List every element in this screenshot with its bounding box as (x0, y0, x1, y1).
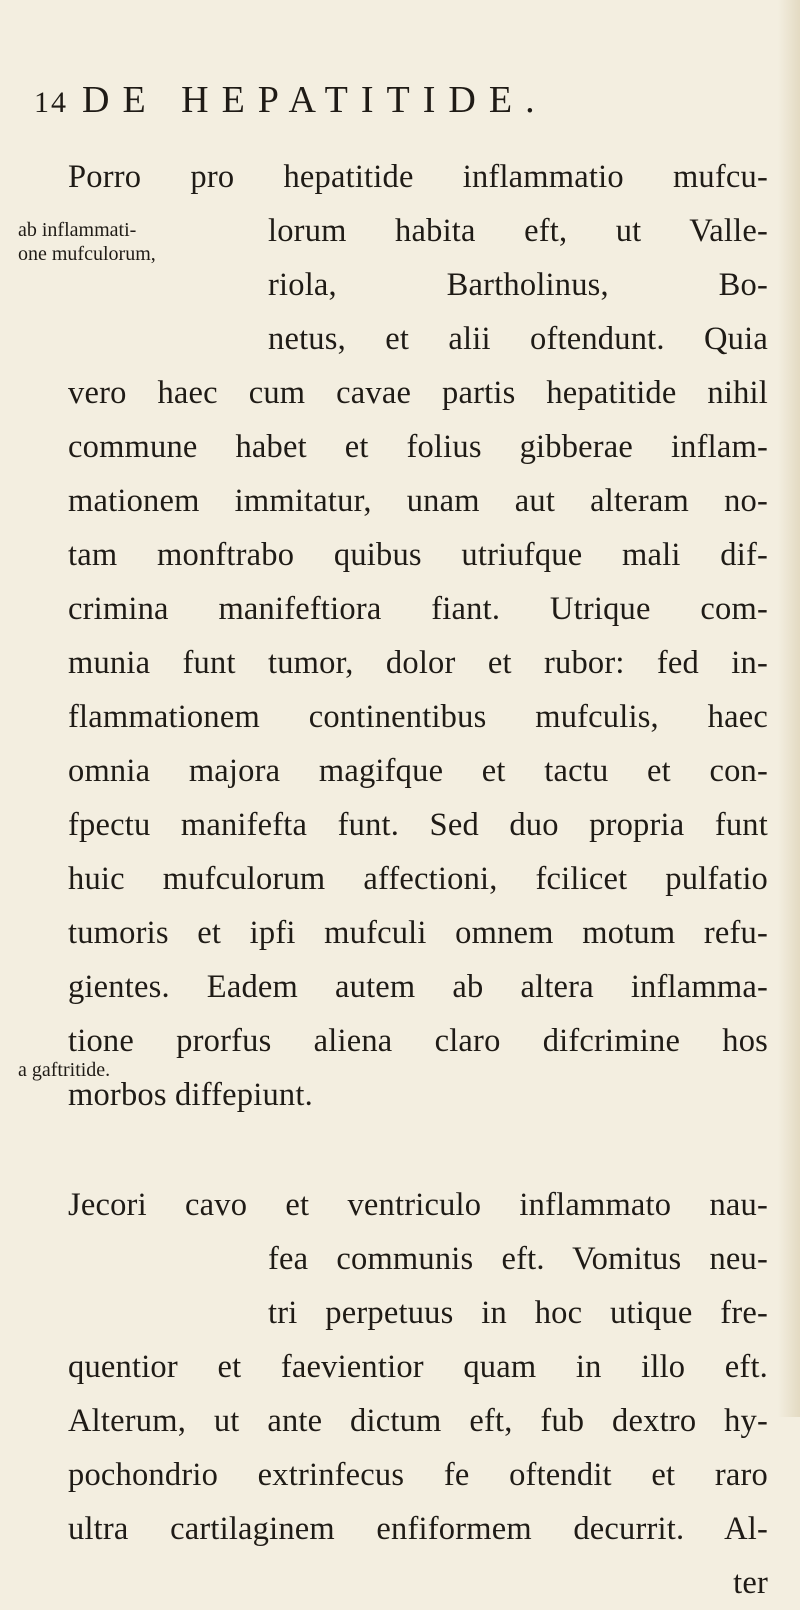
paragraph1-line-12: omnia majora magifque et tactu et con- (68, 753, 768, 789)
paragraph1-line-7: mationem immitatur, unam aut alteram no- (68, 483, 768, 519)
paragraph1-line-3: riola, Bartholinus, Bo- (268, 267, 768, 303)
paragraph1-line-13: fpectu manifefta funt. Sed duo propria funt (68, 807, 768, 843)
paragraph1-line-8: tam monftrabo quibus utriufque mali dif- (68, 537, 768, 573)
paragraph1-line-1: Porro pro hepatitide inflammatio mufcu- (68, 159, 768, 195)
paragraph2-line-6: pochondrio extrinfecus fe oftendit et raro (68, 1457, 768, 1493)
paragraph-2 (68, 1178, 768, 1610)
paragraph1-line-14: huic mufculorum affectioni, fcilicet pulfatio (68, 861, 768, 897)
page-number: 14 (34, 86, 68, 119)
paragraph1-line-11: flammationem continentibus mufculis, haec (68, 699, 768, 735)
paragraph1-line-6: commune habet et folius gibberae inflam- (68, 429, 768, 465)
paragraph2-line-5: Alterum, ut ante dictum eft, fub dextro hy- (68, 1403, 768, 1439)
page-edge-shadow (778, 0, 800, 1417)
paragraph2-line-7: ultra cartilaginem enfiformem decurrit. Al- (68, 1511, 768, 1547)
paragraph1-line-15: tumoris et ipfi mufculi omnem motum refu- (68, 915, 768, 951)
paragraph2-line-3: tri perpetuus in hoc utique fre- (268, 1295, 768, 1331)
paragraph1-line-10: munia funt tumor, dolor et rubor: fed in- (68, 645, 768, 681)
body-text (68, 150, 768, 1610)
paragraph2-line-8: ter (733, 1565, 768, 1601)
paragraph1-line-17: tione prorfus aliena claro difcrimine hos (68, 1023, 768, 1059)
paragraph2-line-4: quentior et faevientior quam in illo eft. (68, 1349, 768, 1385)
paragraph1-line-5: vero haec cum cavae partis hepatitide nihil (68, 375, 768, 411)
paragraph2-line-2: fea communis eft. Vomitus neu- (268, 1241, 768, 1277)
margin-note-1-line-2: one mufculorum, (18, 243, 156, 265)
running-header (34, 78, 548, 122)
running-title: DE HEPATITIDE. (82, 79, 548, 121)
paragraph1-line-4: netus, et alii oftendunt. Quia (268, 321, 768, 357)
paragraph1-line-18: morbos diffepiunt. (68, 1077, 313, 1113)
paragraph1-line-2: lorum habita eft, ut Valle- (268, 213, 768, 249)
margin-note-2-line-1: a gaftritide. (18, 1059, 111, 1081)
paragraph1-line-16: gientes. Eadem autem ab altera inflamma- (68, 969, 768, 1005)
paragraph-1 (68, 150, 768, 1122)
paragraph1-line-9: crimina manifeftiora fiant. Utrique com- (68, 591, 768, 627)
margin-note-1-line-1: ab inflammati- (18, 219, 137, 241)
paragraph2-line-1: Jecori cavo et ventriculo inflammato nau- (68, 1187, 768, 1223)
